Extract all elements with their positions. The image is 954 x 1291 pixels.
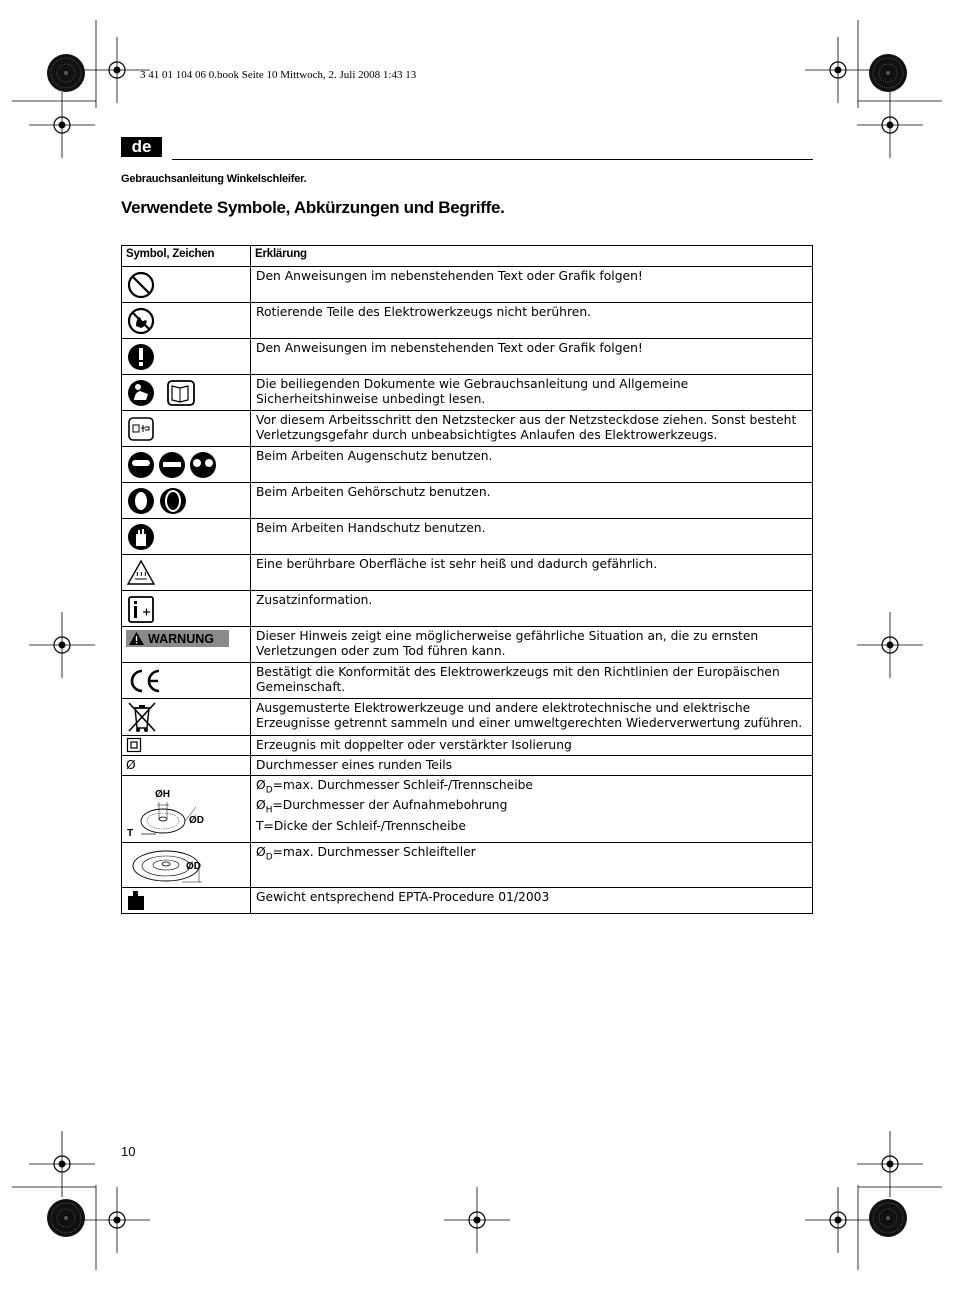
table-row: [122, 888, 813, 914]
explanation-cell: Den Anweisungen im nebenstehenden Text oder Grafik folgen!: [251, 339, 813, 375]
page-number: 10: [121, 1144, 136, 1159]
symbol-table: [121, 245, 813, 914]
symbol-cell: [122, 303, 251, 339]
explanation-cell: Beim Arbeiten Gehörschutz benutzen.: [251, 483, 813, 519]
read-manual-icon: [126, 376, 198, 408]
explanation-cell: Die beiliegenden Dokumente wie Gebrauchsanleitung und Allgemeine Sicherheitshinweise unbedingt lesen.: [251, 375, 813, 411]
table-row: [122, 663, 813, 699]
double-insulation-icon: [126, 737, 142, 753]
explanation-cell: Bestätigt die Konformität des Elektrowerkzeugs mit den Richtlinien der Europäischen Gemeinschaft.: [251, 663, 813, 699]
table-row: [122, 519, 813, 555]
explanation-cell: Den Anweisungen im nebenstehenden Text oder Grafik folgen!: [251, 267, 813, 303]
symbol-cell: [122, 375, 251, 411]
eye-protection-icon: [126, 448, 218, 480]
symbol-cell: [122, 627, 251, 663]
warning-badge-label: WARNUNG: [148, 631, 214, 646]
hot-surface-icon: [126, 556, 156, 588]
explanation-cell: [251, 843, 813, 888]
explanation-cell: Dieser Hinweis zeigt eine möglicherweise gefährliche Situation an, die zu ernsten Verletzungen oder zum Tod führen kann.: [251, 627, 813, 663]
explanation-cell: Durchmesser eines runden Teils: [251, 756, 813, 776]
symbol-cell: [122, 267, 251, 303]
explanation-cell: Zusatzinformation.: [251, 591, 813, 627]
table-row: [122, 591, 813, 627]
warning-triangle-icon: [129, 632, 144, 645]
column-header-symbol: Symbol, Zeichen: [122, 246, 251, 267]
table-row: [122, 303, 813, 339]
explanation-line: $Ø_D=\max$. Durchmesser Schleif-/Trennscheibe: [256, 778, 533, 796]
section-title: Verwendete Symbole, Abkürzungen und Begriffe.: [121, 198, 505, 217]
table-row: [122, 699, 813, 736]
pad-label-d: ØD: [186, 861, 201, 872]
header-rule: [172, 159, 813, 160]
explanation-cell: Erzeugnis mit doppelter oder verstärkter Isolierung: [251, 736, 813, 756]
grinding-disc-diagram: [126, 777, 216, 839]
info-icon: [126, 592, 156, 624]
symbol-cell: [122, 555, 251, 591]
table-row: [122, 267, 813, 303]
prohibition-icon: [126, 268, 156, 300]
explanation-cell: Ausgemusterte Elektrowerkzeuge und andere elektrotechnische und elektrische Erzeugnisse getrennt sammeln und einer umweltgerechten Wiederverwertung zuführen.: [251, 699, 813, 736]
symbol-cell: [122, 699, 251, 736]
symbol-cell: [122, 756, 251, 776]
symbol-cell: [122, 519, 251, 555]
sanding-pad-diagram: [126, 844, 216, 886]
no-touch-rotating-icon: [126, 304, 156, 336]
table-row: [122, 843, 813, 888]
table-row: [122, 339, 813, 375]
table-row: [122, 447, 813, 483]
warning-badge: [126, 630, 229, 647]
explanation-cell: Rotierende Teile des Elektrowerkzeugs nicht berühren.: [251, 303, 813, 339]
disc-label-d: ØD: [189, 815, 204, 826]
table-row: [122, 736, 813, 756]
hand-protection-icon: [126, 520, 156, 552]
symbol-cell: [122, 663, 251, 699]
explanation-cell: Gewicht entsprechend EPTA-Procedure 01/2003: [251, 888, 813, 914]
table-row: [122, 627, 813, 663]
weee-bin-icon: [126, 700, 158, 734]
table-row: [122, 411, 813, 447]
table-row: [122, 375, 813, 411]
diameter-symbol: Ø: [126, 758, 136, 772]
explanation-cell: [251, 776, 813, 843]
table-row: [122, 483, 813, 519]
symbol-cell: [122, 888, 251, 914]
explanation-cell: Vor diesem Arbeitsschritt den Netzstecker aus der Netzsteckdose ziehen. Sonst besteht Verletzungsgefahr durch unbeabsichtigtes Anlaufen des Elektrowerkzeugs.: [251, 411, 813, 447]
table-header-row: [122, 246, 813, 267]
symbol-cell: [122, 776, 251, 843]
weight-icon: [126, 889, 146, 911]
disc-label-h: ØH: [155, 789, 170, 800]
unplug-icon: [126, 412, 156, 444]
explanation-line: T=Dicke der Schleif-/Trennscheibe: [256, 818, 466, 833]
ear-protection-icon: [126, 484, 190, 516]
ce-mark-icon: [126, 664, 162, 696]
symbol-cell: [122, 411, 251, 447]
exclamation-icon: [126, 340, 156, 372]
symbol-cell: [122, 843, 251, 888]
explanation-line: $Ø_D=\max$. Durchmesser Schleifteller: [256, 845, 476, 863]
explanation-cell: Beim Arbeiten Augenschutz benutzen.: [251, 447, 813, 483]
table-row: [122, 756, 813, 776]
document-subtitle: Gebrauchsanleitung Winkelschleifer.: [121, 173, 307, 185]
symbol-cell: [122, 339, 251, 375]
symbol-cell: [122, 483, 251, 519]
symbol-cell: [122, 447, 251, 483]
symbol-cell: [122, 736, 251, 756]
column-header-explanation: Erklärung: [251, 246, 813, 267]
book-header-line: 3 41 01 104 06 0.book Seite 10 Mittwoch, 2. Juli 2008 1:43 13: [140, 69, 417, 81]
symbol-cell: [122, 591, 251, 627]
disc-label-t: T: [127, 828, 134, 839]
table-row: [122, 776, 813, 843]
table-row: [122, 555, 813, 591]
explanation-cell: Beim Arbeiten Handschutz benutzen.: [251, 519, 813, 555]
explanation-line: $Ø_H=Durchmesser$ der Aufnahmebohrung: [256, 798, 508, 816]
language-tag: de: [121, 137, 162, 157]
explanation-cell: Eine berührbare Oberfläche ist sehr heiß und dadurch gefährlich.: [251, 555, 813, 591]
